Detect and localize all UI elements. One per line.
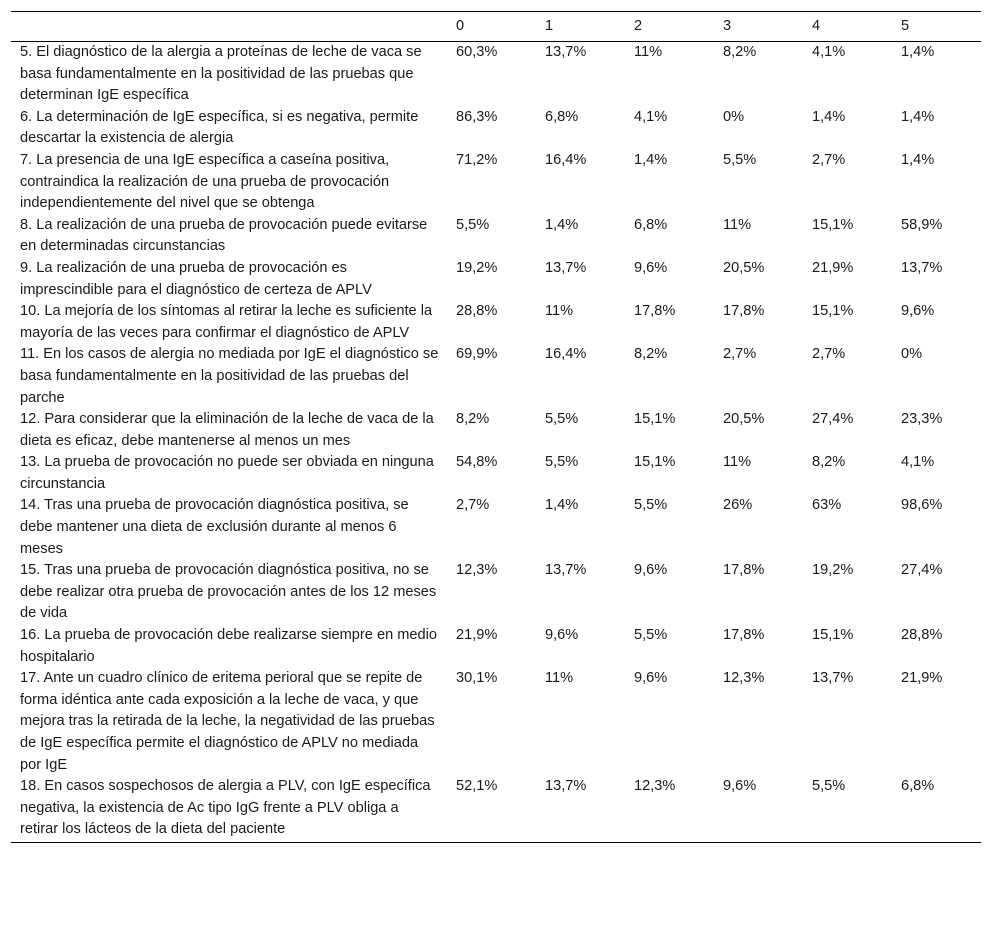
statement-cell: 15. Tras una prueba de provocación diagnóstica positiva, no se debe realizar otra prueba de provocación antes de los 12 meses de vida [20, 562, 437, 622]
percent-cell-score-2: 17,8% [634, 303, 676, 320]
percent-cell-score-1: 11% [545, 303, 574, 320]
percent-cell-score-4: 5,5% [803, 776, 892, 842]
percent-cell-score-2: 9,6% [634, 562, 668, 579]
percent-cell-score-1: 5,5% [545, 454, 579, 471]
percent-cell-score-5: 58,9% [901, 216, 943, 233]
percent-cell-score-4: 8,2% [812, 454, 846, 471]
header-score-4: 4 [803, 12, 892, 42]
percent-cell-score-3: 17,8% [723, 303, 765, 320]
percent-cell-score-0: 60,3% [456, 44, 498, 60]
percent-cell-score-5: 13,7% [901, 259, 943, 276]
percent-cell-score-2: 15,1% [634, 411, 676, 428]
percent-cell-score-5: 28,8% [901, 627, 943, 644]
percent-cell-score-3: 11% [723, 454, 752, 471]
table-row [11, 344, 981, 409]
table-row [11, 625, 981, 668]
table-row [11, 150, 981, 215]
percent-cell-score-3: 20,5% [723, 411, 765, 428]
header-score-2: 2 [625, 12, 714, 42]
statement-cell: 5. El diagnóstico de la alergia a proteínas de leche de vaca se basa fundamentalmente en la positividad de las pruebas que determinan IgE específica [20, 44, 422, 104]
percent-cell-score-5: 1,4% [901, 151, 935, 168]
statement-cell: 18. En casos sospechosos de alergia a PLV, con IgE específica negativa, la existencia de Ac tipo IgG frente a PLV obliga a retirar los lácteos de la dieta del paciente [11, 776, 447, 842]
percent-cell-score-1: 5,5% [545, 411, 579, 428]
percent-cell-score-3: 12,3% [723, 670, 765, 687]
percent-cell-score-0: 52,1% [447, 776, 536, 842]
header-statement [11, 12, 447, 42]
percent-cell-score-1: 13,7% [545, 562, 587, 579]
table-row [11, 42, 981, 107]
percent-cell-score-4: 2,7% [812, 151, 846, 168]
percent-cell-score-5: 98,6% [901, 497, 943, 514]
percent-cell-score-3: 0% [723, 108, 745, 125]
percent-cell-score-5: 9,6% [901, 303, 935, 320]
percent-cell-score-3: 2,7% [723, 346, 757, 363]
percent-cell-score-2: 6,8% [634, 216, 668, 233]
statement-cell: 10. La mejoría de los síntomas al retirar la leche es suficiente la mayoría de las veces para confirmar el diagnóstico de APLV [20, 303, 433, 341]
percent-cell-score-0: 30,1% [456, 670, 498, 687]
percent-cell-score-0: 12,3% [456, 562, 498, 579]
percent-cell-score-2: 9,6% [634, 670, 668, 687]
percent-cell-score-1: 6,8% [545, 108, 579, 125]
percent-cell-score-4: 63% [812, 497, 842, 514]
percent-cell-score-5: 0% [901, 346, 923, 363]
percent-cell-score-3: 26% [723, 497, 753, 514]
table-row [11, 668, 981, 776]
header-score-3: 3 [714, 12, 803, 42]
percent-cell-score-1: 9,6% [545, 627, 579, 644]
table-row [11, 301, 981, 344]
percent-cell-score-0: 19,2% [456, 259, 498, 276]
percent-cell-score-2: 1,4% [634, 151, 668, 168]
percent-cell-score-0: 8,2% [456, 411, 490, 428]
percent-cell-score-0: 86,3% [456, 108, 498, 125]
table-row [11, 495, 981, 560]
percent-cell-score-3: 17,8% [723, 627, 765, 644]
table-header-row [11, 12, 981, 42]
header-score-5: 5 [892, 12, 981, 42]
percent-cell-score-1: 13,7% [545, 44, 587, 60]
table-row [11, 409, 981, 452]
percent-cell-score-1: 13,7% [545, 259, 587, 276]
percent-cell-score-2: 11% [634, 44, 663, 60]
percent-cell-score-2: 5,5% [634, 497, 668, 514]
statement-cell: 13. La prueba de provocación no puede ser obviada en ninguna circunstancia [20, 454, 434, 492]
percent-cell-score-3: 5,5% [723, 151, 757, 168]
percent-cell-score-4: 27,4% [812, 411, 854, 428]
percent-cell-score-0: 5,5% [456, 216, 490, 233]
statement-cell: 16. La prueba de provocación debe realizarse siempre en medio hospitalario [20, 627, 437, 665]
percent-cell-score-4: 19,2% [812, 562, 854, 579]
table-row [11, 107, 981, 150]
percent-cell-score-1: 1,4% [545, 216, 579, 233]
statement-cell: 11. En los casos de alergia no mediada por IgE el diagnóstico se basa fundamentalmente en la positividad de las pruebas del parche [20, 346, 439, 406]
percent-cell-score-0: 28,8% [456, 303, 498, 320]
percent-cell-score-4: 4,1% [812, 44, 846, 60]
percent-cell-score-1: 16,4% [545, 346, 587, 363]
percent-cell-score-0: 21,9% [456, 627, 498, 644]
percent-cell-score-4: 2,7% [812, 346, 846, 363]
percent-cell-score-3: 17,8% [723, 562, 765, 579]
percent-cell-score-3: 11% [723, 216, 752, 233]
percent-cell-score-2: 9,6% [634, 259, 668, 276]
survey-table-container [11, 11, 981, 843]
table-row [11, 258, 981, 301]
percent-cell-score-5: 1,4% [901, 108, 935, 125]
percent-cell-score-1: 13,7% [536, 776, 625, 842]
statement-cell: 14. Tras una prueba de provocación diagnóstica positiva, se debe mantener una dieta de exclusión durante al menos 6 meses [20, 497, 409, 557]
survey-table [11, 11, 981, 843]
percent-cell-score-3: 8,2% [723, 44, 757, 60]
percent-cell-score-2: 12,3% [625, 776, 714, 842]
percent-cell-score-1: 1,4% [545, 497, 579, 514]
percent-cell-score-3: 9,6% [714, 776, 803, 842]
percent-cell-score-1: 16,4% [545, 151, 587, 168]
percent-cell-score-5: 6,8% [892, 776, 981, 842]
table-row [11, 452, 981, 495]
percent-cell-score-0: 69,9% [456, 346, 498, 363]
percent-cell-score-5: 1,4% [901, 44, 935, 60]
percent-cell-score-0: 54,8% [456, 454, 498, 471]
percent-cell-score-1: 11% [545, 670, 574, 687]
percent-cell-score-5: 4,1% [901, 454, 935, 471]
table-row [11, 776, 981, 842]
percent-cell-score-5: 21,9% [901, 670, 943, 687]
statement-cell: 6. La determinación de IgE específica, si es negativa, permite descartar la existencia de alergia [20, 108, 419, 147]
percent-cell-score-2: 15,1% [634, 454, 676, 471]
percent-cell-score-0: 71,2% [456, 151, 498, 168]
percent-cell-score-3: 20,5% [723, 259, 765, 276]
table-row [11, 215, 981, 258]
percent-cell-score-4: 15,1% [812, 303, 854, 320]
percent-cell-score-5: 23,3% [901, 411, 943, 428]
statement-cell: 17. Ante un cuadro clínico de eritema perioral que se repite de forma idéntica ante cada exposición a la leche de vaca, y que mejora tras la retirada de la leche, la negatividad de las pruebas de IgE específica permite el diagnóstico de APLV no mediada por IgE [20, 670, 435, 773]
percent-cell-score-4: 21,9% [812, 259, 854, 276]
percent-cell-score-4: 1,4% [812, 108, 846, 125]
percent-cell-score-2: 8,2% [634, 346, 668, 363]
percent-cell-score-2: 4,1% [634, 108, 668, 125]
statement-cell: 9. La realización de una prueba de provocación es imprescindible para el diagnóstico de certeza de APLV [20, 259, 372, 298]
percent-cell-score-4: 13,7% [812, 670, 854, 687]
percent-cell-score-0: 2,7% [456, 497, 490, 514]
statement-cell: 8. La realización de una prueba de provocación puede evitarse en determinadas circunstancias [20, 216, 428, 255]
statement-cell: 7. La presencia de una IgE específica a caseína positiva, contraindica la realización de una prueba de provocación independientemente del nivel que se obtenga [20, 151, 390, 212]
percent-cell-score-2: 5,5% [634, 627, 668, 644]
header-score-0: 0 [447, 12, 536, 42]
statement-cell: 12. Para considerar que la eliminación de la leche de vaca de la dieta es eficaz, debe mantenerse al menos un mes [20, 411, 434, 449]
percent-cell-score-4: 15,1% [812, 627, 854, 644]
header-score-1: 1 [536, 12, 625, 42]
percent-cell-score-4: 15,1% [812, 216, 854, 233]
table-row [11, 560, 981, 625]
percent-cell-score-5: 27,4% [901, 562, 943, 579]
